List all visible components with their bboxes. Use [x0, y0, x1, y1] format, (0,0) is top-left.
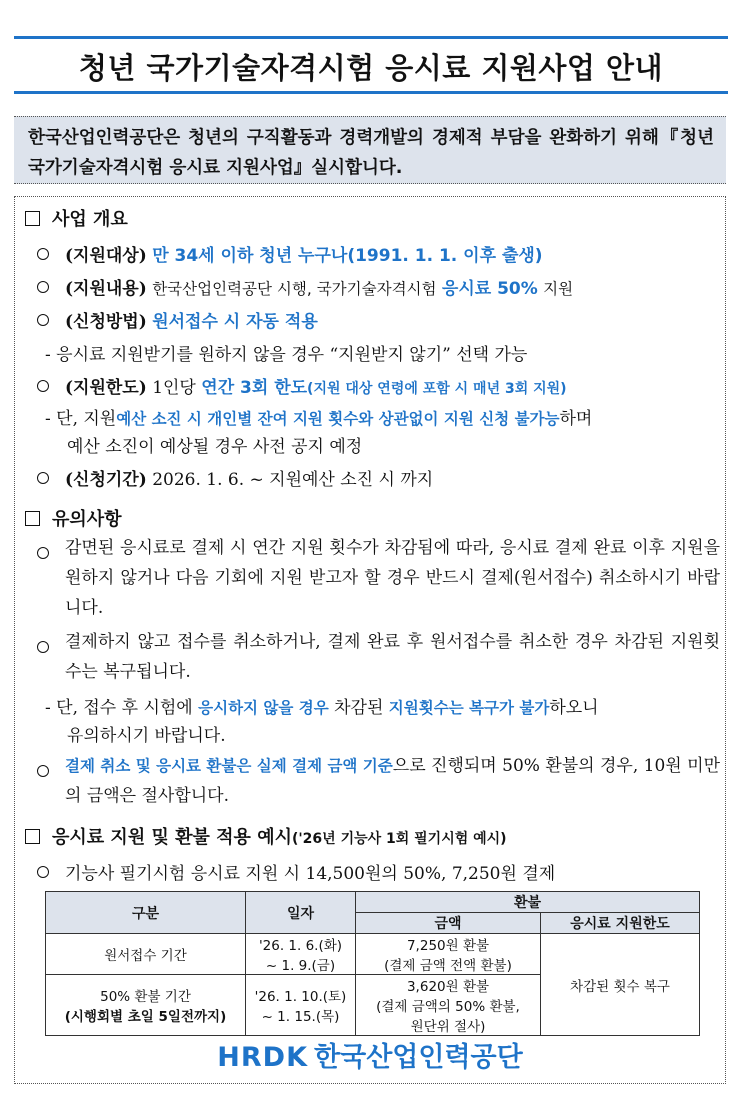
- table-row: [46, 934, 700, 975]
- limit-note-line2: 예산 소진이 예상될 경우 사전 공지 예정: [67, 437, 363, 457]
- limit-note-highlight: 예산 소진 시 개인별 잔여 지원 횟수와 상관없이 지원 신청 불가능: [116, 410, 560, 428]
- period-label: (신청기간): [65, 470, 147, 490]
- method-row: [37, 307, 318, 332]
- intro-box: 한국산업인력공단은 청년의 구직활동과 경력개발의 경제적 부담을 완화하기 위해『청년 국가기술자격시험 응시료 지원사업』실시합니다.: [14, 116, 726, 184]
- limit-note-prefix: - 단, 지원: [45, 409, 117, 429]
- limit-row: [37, 373, 567, 398]
- limit-note: [45, 404, 592, 429]
- content-text: 한국산업인력공단 시행, 국가기술자격시험: [152, 280, 437, 298]
- note-3: [65, 751, 720, 811]
- logo-name: 한국산업인력공단: [314, 1042, 523, 1073]
- header-amount: 금액: [356, 913, 541, 934]
- example-heading-text: 응시료 지원 및 환불 적용 예시: [52, 827, 292, 848]
- row2-amount: [356, 975, 541, 1036]
- page-title: 청년 국가기술자격시험 응시료 지원사업 안내: [78, 51, 664, 85]
- note-2-sub-line2: 유의하시기 바랍니다.: [67, 726, 226, 746]
- title-banner: [14, 36, 728, 94]
- target-value: 만 34세 이하 청년 누구나(1991. 1. 1. 이후 출생): [152, 246, 543, 266]
- title-top-rule: [14, 36, 728, 39]
- row2-amount-line3: 원단위 절사): [410, 1019, 486, 1035]
- row1-date: [246, 934, 356, 975]
- row2-date-line2: ~ 1. 15.(목): [261, 1009, 340, 1025]
- circle-bullet-icon: [37, 641, 49, 653]
- refund-table: [45, 891, 700, 1036]
- circle-bullet-icon: [37, 314, 49, 326]
- circle-bullet-icon: [37, 866, 49, 878]
- circle-bullet-icon: [37, 472, 49, 484]
- period-row: [37, 465, 433, 490]
- limit-detail: (지원 대상 연령에 포함 시 매년 3회 지원): [307, 381, 567, 397]
- header-limit: 응시료 지원한도: [541, 913, 700, 934]
- content-label: (지원내용): [65, 279, 147, 299]
- row1-amount: [356, 934, 541, 975]
- example-heading-note: ('26년 기능사 1회 필기시험 예시): [292, 831, 507, 847]
- notes-heading: [25, 505, 122, 531]
- target-label: (지원대상): [65, 246, 147, 266]
- main-content-box: [14, 196, 726, 1084]
- header-date: 일자: [246, 892, 356, 934]
- example-heading: [25, 823, 507, 849]
- row2-amount-line1: 3,620원 환불: [406, 979, 490, 995]
- method-value: 원서접수 시 자동 적용: [152, 312, 318, 332]
- hrdk-logo: [15, 1035, 725, 1074]
- circle-bullet-icon: [37, 765, 49, 777]
- content-suffix: 지원: [543, 280, 574, 298]
- content-highlight: 응시료 50%: [441, 279, 538, 299]
- circle-bullet-icon: [37, 547, 49, 559]
- note-3-highlight: 결제 취소 및 응시료 환불은 실제 결제 금액 기준: [65, 757, 393, 775]
- limit-cell: 차감된 횟수 복구: [541, 934, 700, 1036]
- square-bullet-icon: [25, 829, 40, 844]
- title-bottom-rule: [14, 91, 728, 94]
- note-1: 감면된 응시료로 결제 시 연간 지원 횟수가 차감됨에 따라, 응시료 결제 완료 이후 지원을 원하지 않거나 다음 기회에 지원 받고자 할 경우 반드시 결제(원서접수) 취소하시기 바랍니다.: [65, 538, 720, 618]
- header-category: 구분: [46, 892, 246, 934]
- row1-date-line1: '26. 1. 6.(화): [258, 938, 343, 954]
- target-row: [37, 241, 543, 266]
- limit-note-suffix: 하며: [559, 409, 593, 429]
- square-bullet-icon: [25, 511, 40, 526]
- example-description: 기능사 필기시험 응시료 지원 시 14,500원의 50%, 7,250원 결제: [65, 864, 556, 884]
- row2-category: [46, 975, 246, 1036]
- notes-heading-text: 유의사항: [52, 509, 122, 530]
- logo-mark: HRDK: [217, 1042, 309, 1073]
- circle-bullet-icon: [37, 248, 49, 260]
- note-2-sub-highlight-1: 응시하지 않을 경우: [198, 699, 329, 717]
- row2-date: [246, 975, 356, 1036]
- note-3-rest: 으로 진행되며 50% 환불의 경우, 10원 미만의 금액은 절사합니다.: [65, 756, 720, 806]
- method-label: (신청방법): [65, 312, 147, 332]
- circle-bullet-icon: [37, 380, 49, 392]
- overview-heading: [25, 205, 128, 231]
- row1-category: 원서접수 기간: [46, 934, 246, 975]
- row2-date-line1: '26. 1. 10.(토): [254, 989, 347, 1005]
- limit-value: 연간 3회 한도: [201, 378, 308, 398]
- row2-category-line2: (시행회별 초일 5일전까지): [64, 1009, 227, 1025]
- method-note: - 응시료 지원받기를 원하지 않을 경우 “지원받지 않기” 선택 가능: [45, 345, 528, 365]
- limit-prefix: 1인당: [152, 378, 196, 398]
- example-description-row: [37, 859, 555, 884]
- row2-amount-line2: (결제 금액의 50% 환불,: [376, 999, 520, 1015]
- row1-date-line2: ~ 1. 9.(금): [265, 958, 336, 974]
- row1-amount-line1: 7,250원 환불: [406, 938, 490, 954]
- overview-heading-text: 사업 개요: [52, 209, 128, 230]
- note-2-sub-mid: 차감된: [334, 698, 384, 718]
- row1-amount-line2: (결제 금액 전액 환불): [384, 958, 512, 974]
- period-value: 2026. 1. 6. ~ 지원예산 소진 시 까지: [152, 470, 434, 490]
- note-2-sub-highlight-2: 지원횟수는 복구가 불가: [388, 699, 550, 717]
- circle-bullet-icon: [37, 281, 49, 293]
- row2-category-line1: 50% 환불 기간: [100, 989, 191, 1005]
- note-2-sub: [45, 693, 599, 718]
- note-2-sub-suffix: 하오니: [549, 698, 599, 718]
- limit-label: (지원한도): [65, 378, 147, 398]
- note-2-sub-prefix: - 단, 접수 후 시험에: [45, 698, 193, 718]
- square-bullet-icon: [25, 211, 40, 226]
- content-row: [37, 274, 573, 299]
- header-refund: 환불: [356, 892, 700, 913]
- note-2: 결제하지 않고 접수를 취소하거나, 결제 완료 후 원서접수를 취소한 경우 차감된 지원횟수는 복구됩니다.: [65, 632, 720, 682]
